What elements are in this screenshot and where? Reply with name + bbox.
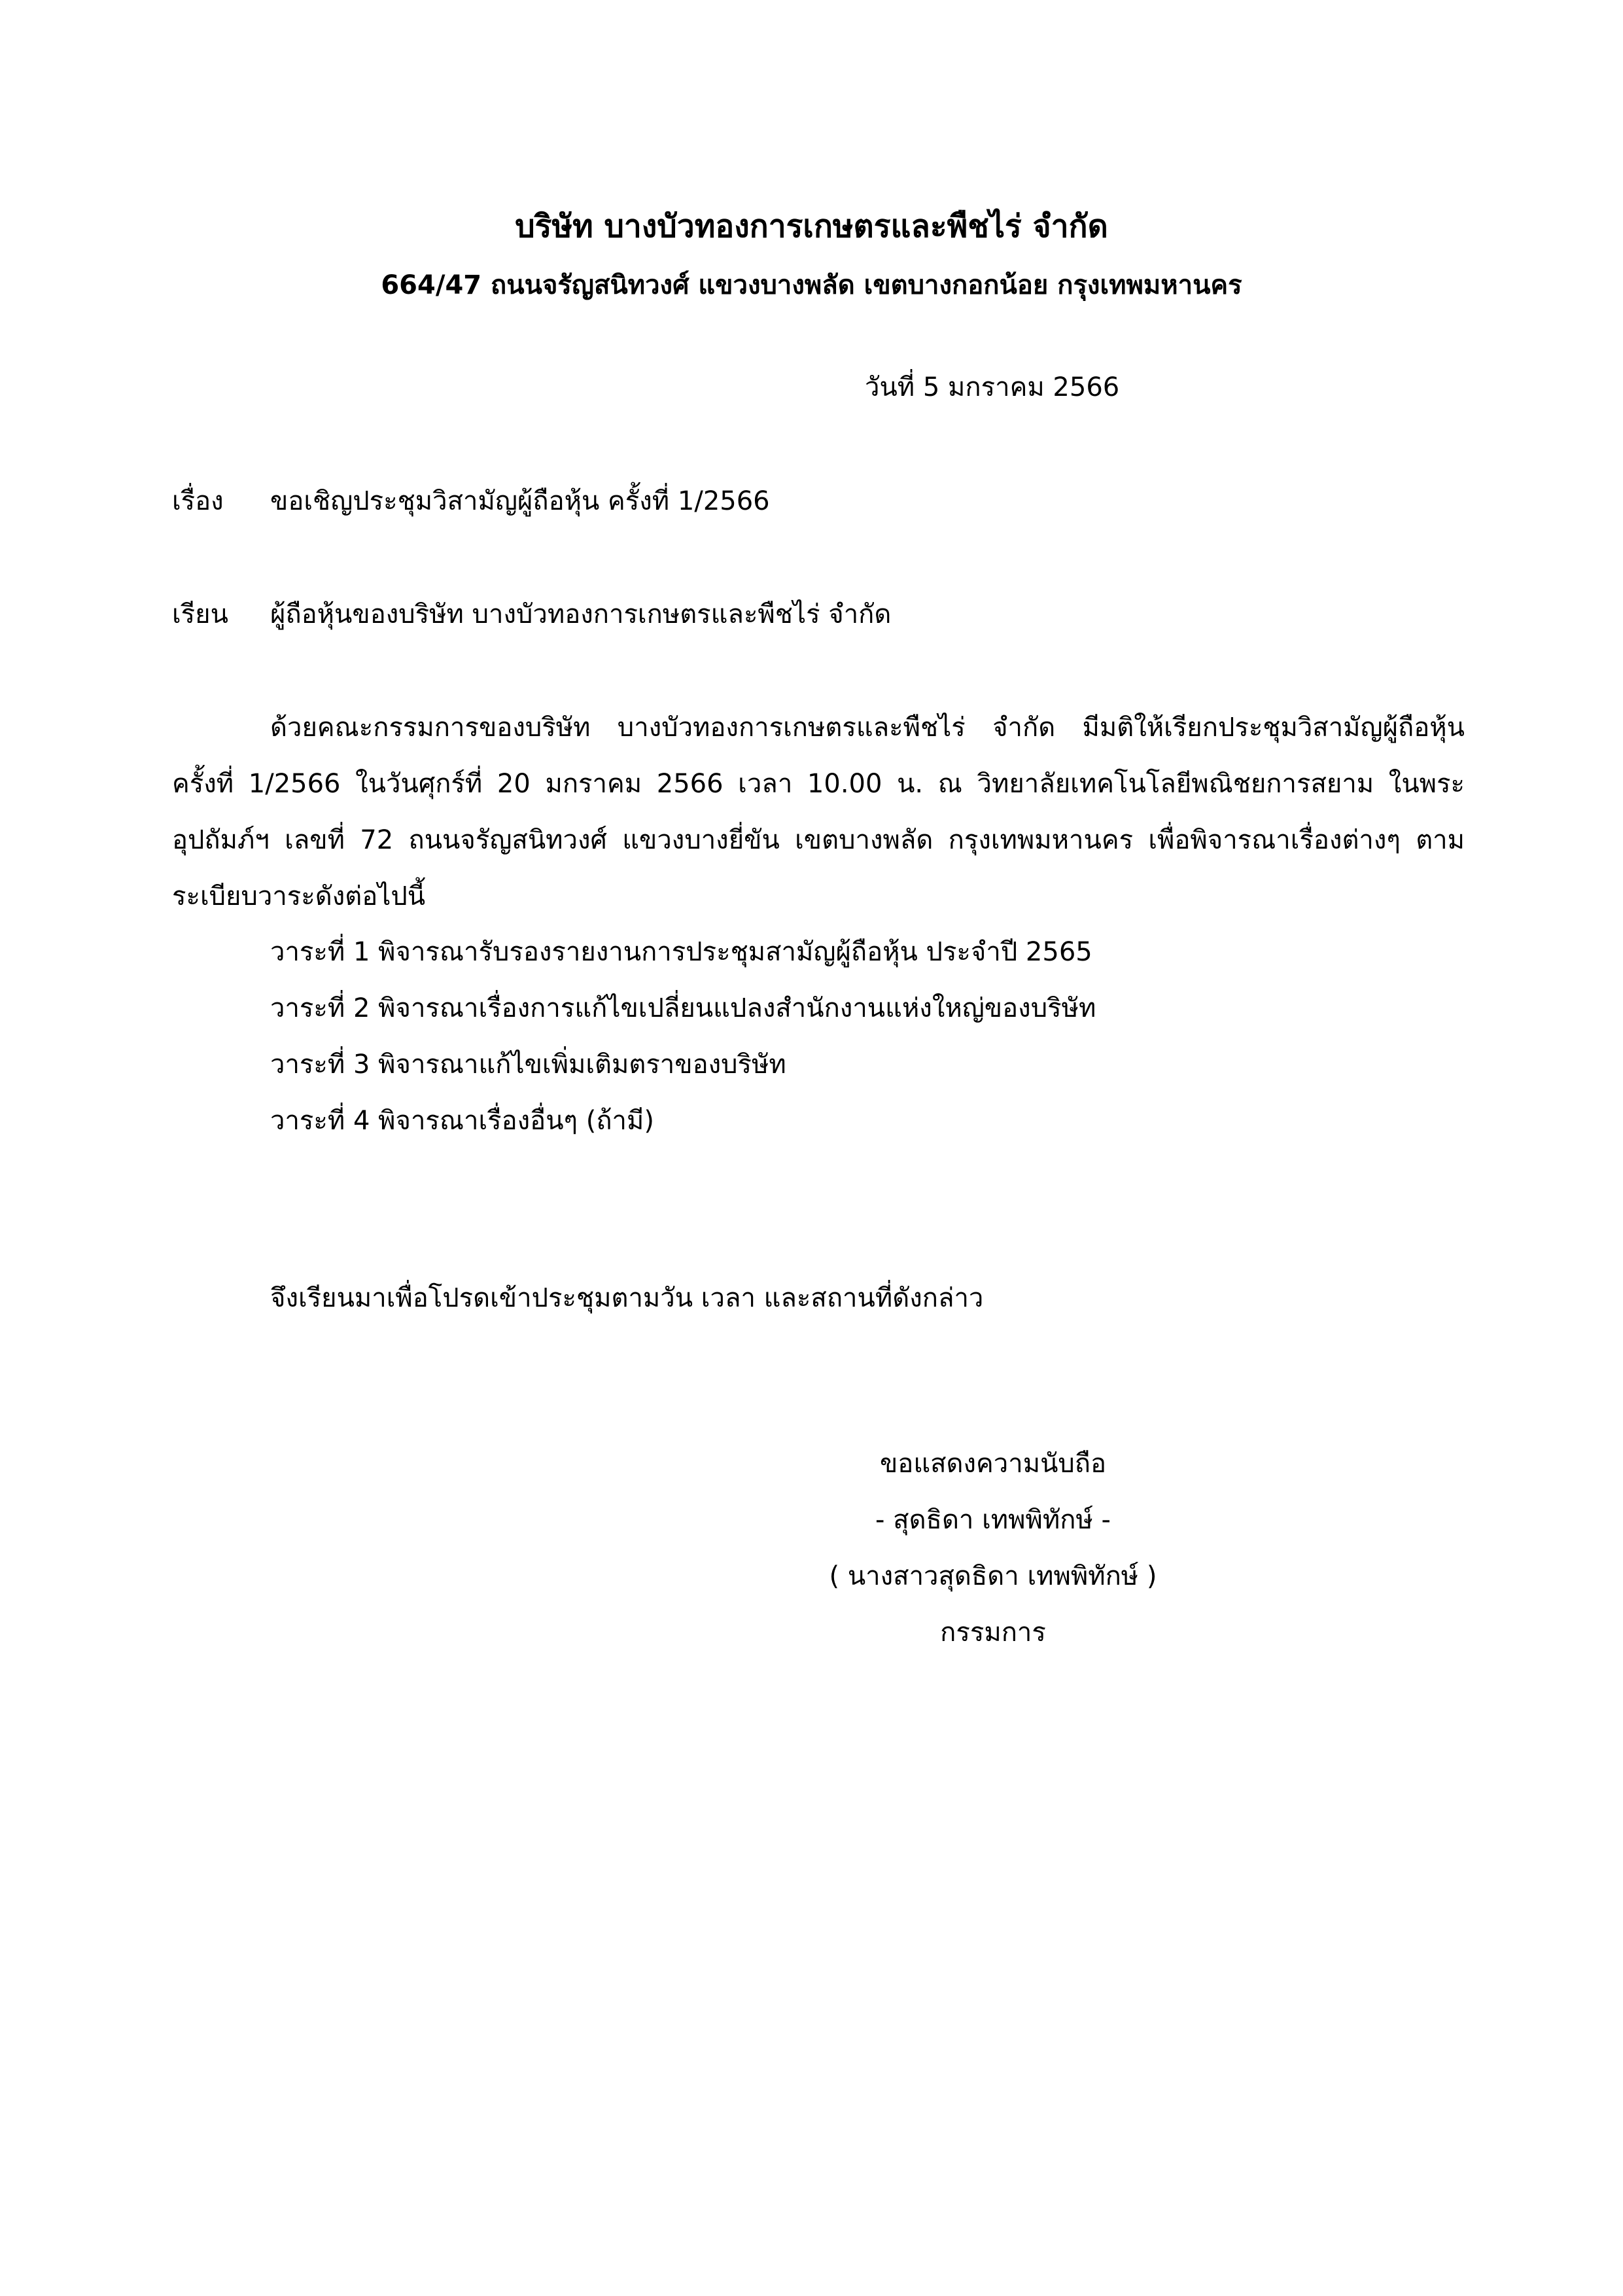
recipient-text: ผู้ถือหุ้นของบริษัท บางบัวทองการเกษตรและพืชไร่ จำกัด	[270, 599, 892, 629]
closing-sentence: จึงเรียนมาเพื่อโปรดเข้าประชุมตามวัน เวลา และสถานที่ดังกล่าว	[270, 1283, 984, 1313]
signature-regards: ขอแสดงความนับถือ	[879, 1449, 1107, 1479]
company-name: บริษัท บางบัวทองการเกษตรและพืชไร่ จำกัด	[515, 208, 1108, 245]
recipient-label: เรียน	[172, 599, 228, 629]
body-line: ครั้งที่ 1/2566 ในวันศุกร์ที่ 20 มกราคม 2566 เวลา 10.00 น. ณ วิทยาลัยเทคโนโลยีพณิชยการสยาม ในพระ	[172, 769, 1465, 799]
subject-text: ขอเชิญประชุมวิสามัญผู้ถือหุ้น ครั้งที่ 1/2566	[270, 486, 770, 516]
agenda-item: วาระที่ 4 พิจารณาเรื่องอื่นๆ (ถ้ามี)	[270, 1106, 654, 1136]
agenda-item: วาระที่ 3 พิจารณาแก้ไขเพิ่มเติมตราของบริษัท	[270, 1050, 786, 1080]
body-line: อุปถัมภ์ฯ เลขที่ 72 ถนนจรัญสนิทวงศ์ แขวงบางยี่ขัน เขตบางพลัด กรุงเทพมหานคร เพื่อพิจารณาเรื่องต่างๆ ตาม	[172, 825, 1465, 855]
subject-label: เรื่อง	[172, 486, 224, 516]
signatory-position: กรรมการ	[940, 1617, 1046, 1648]
signature-signed: - สุดธิดา เทพพิทักษ์ -	[875, 1505, 1111, 1535]
agenda-item: วาระที่ 1 พิจารณารับรองรายงานการประชุมสามัญผู้ถือหุ้น ประจำปี 2565	[270, 937, 1092, 967]
body-line: ระเบียบวาระดังต่อไปนี้	[172, 881, 426, 911]
company-address: 664/47 ถนนจรัญสนิทวงศ์ แขวงบางพลัด เขตบางกอกน้อย กรุงเทพมหานคร	[381, 270, 1242, 300]
body-line: ด้วยคณะกรรมการของบริษัท บางบัวทองการเกษตรและพืชไร่ จำกัด มีมติให้เรียกประชุมวิสามัญผู้ถือหุ้น	[270, 713, 1465, 743]
agenda-item: วาระที่ 2 พิจารณาเรื่องการแก้ไขเปลี่ยนแปลงสำนักงานแห่งใหญ่ของบริษัท	[270, 993, 1096, 1023]
letter-date: วันที่ 5 มกราคม 2566	[865, 372, 1120, 402]
signatory-name: ( นางสาวสุดธิดา เทพพิทักษ์ )	[829, 1561, 1157, 1591]
